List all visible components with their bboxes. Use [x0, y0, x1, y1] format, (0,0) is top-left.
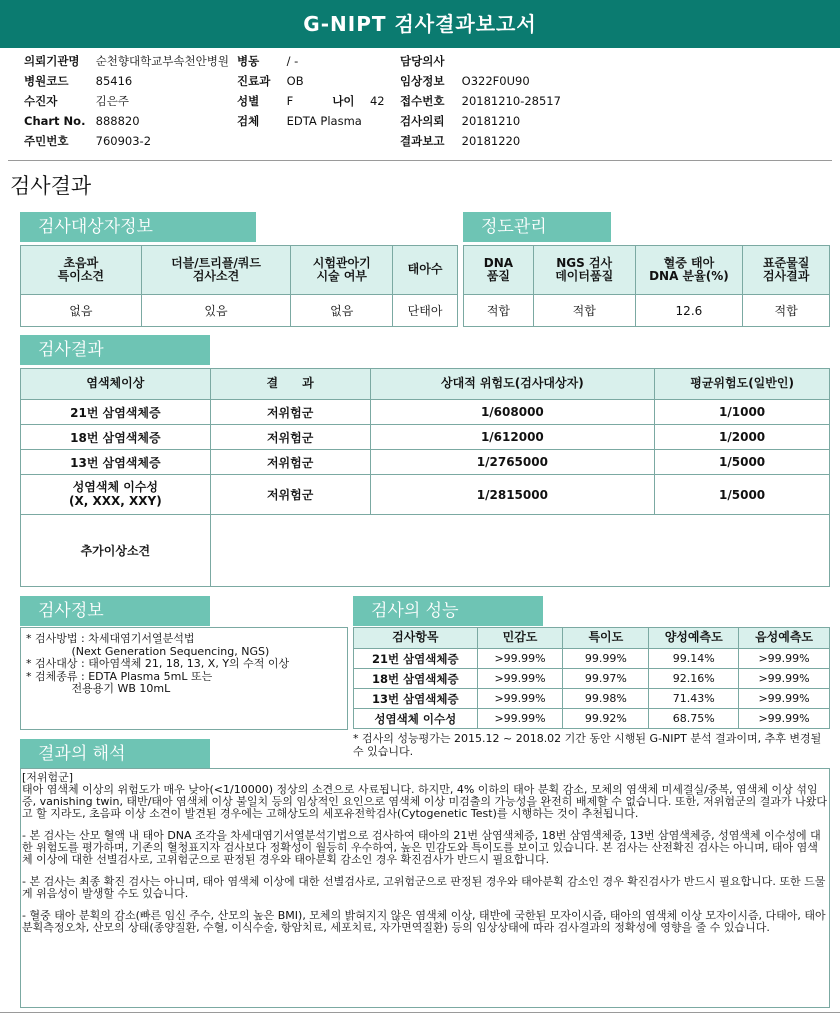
- qc-cell: 12.6: [635, 295, 743, 327]
- patient-row: 수진자 김은주: [24, 94, 129, 108]
- subject-header: 더블/트리플/쿼드 검사소견: [141, 246, 291, 295]
- subject-header: 시험관아기 시술 여부: [291, 246, 393, 295]
- qc-cell: 적합: [533, 295, 635, 327]
- chart-row: Chart No. 888820: [24, 114, 140, 128]
- result-heading: 검사결과: [10, 174, 92, 198]
- perf-header: 특이도: [563, 628, 649, 649]
- perf-header: 민감도: [477, 628, 563, 649]
- results-header: 상대적 위험도(검사대상자): [370, 369, 655, 400]
- interpretation-paragraph: - 본 검사는 산모 혈액 내 태아 DNA 조각을 차세대염기서열분석기법으로 검사하여 태아의 21번 삼염색체증, 18번 삼염색체증, 13번 삼염색체증, 성염색체 이수성에 대한 위험도를 평가하며, 기존의 혈청표지자 검사보다 정확성이 월등히 우수하여, 높은 민감도와 특이도를 보이고 있습니다. 본 검사는 산전확진 검사는 아니며, 태아 염색체 이상에 대한 선별검사로, 고위험군으로 판정된 경우와 태아분획 감소인 경우 확진검사가 반드시 필요합니다.: [22, 829, 821, 866]
- qc-tab: 정도관리: [463, 212, 611, 242]
- qc-header: DNA 품질: [464, 246, 534, 295]
- clinical-value: O322F0U90: [461, 74, 530, 88]
- patient-value: 김은주: [95, 94, 129, 108]
- results-header: 염색체이상: [21, 369, 211, 400]
- subject-table: [20, 245, 458, 327]
- subject-header: 태아수: [393, 246, 458, 295]
- department-value: OB: [286, 74, 304, 88]
- subject-cell: 있음: [141, 295, 291, 327]
- table-row: 18번 삼염색체증 >99.99% 99.97% 92.16% >99.99%: [354, 669, 830, 689]
- test-info-tab: 검사정보: [20, 596, 210, 626]
- sex-value: F: [286, 94, 294, 108]
- subject-cell: 없음: [291, 295, 393, 327]
- table-row: 21번 삼염색체증 >99.99% 99.99% 99.14% >99.99%: [354, 649, 830, 669]
- qc-cell: 적합: [743, 295, 830, 327]
- subject-cell: 없음: [21, 295, 142, 327]
- specimen-value: EDTA Plasma: [286, 114, 362, 128]
- request-value: 20181210: [461, 114, 521, 128]
- subject-header: 초음파 특이소견: [21, 246, 142, 295]
- perf-header: 검사항목: [354, 628, 478, 649]
- table-row: 18번 삼염색체증 저위험군 1/612000 1/2000: [21, 425, 830, 450]
- table-row: 성염색체 이수성 >99.99% 99.92% 68.75% >99.99%: [354, 709, 830, 729]
- qc-header: 혈중 태아 DNA 분율(%): [635, 246, 743, 295]
- interpretation-text: [22, 772, 828, 944]
- performance-tab: 검사의 성능: [353, 596, 543, 626]
- table-row: 21번 삼염색체증 저위험군 1/608000 1/1000: [21, 400, 830, 425]
- ward-value: / -: [286, 54, 299, 68]
- specimen-row: 검체 EDTA Plasma: [237, 114, 362, 128]
- qc-header: 표준물질 검사결과: [743, 246, 830, 295]
- report-date-value: 20181220: [461, 134, 521, 148]
- chart-value: 888820: [95, 114, 140, 128]
- clinical-row: 임상정보 O322F0U90: [400, 74, 530, 88]
- rrn-value: 760903-2: [95, 134, 152, 148]
- doctor-row: 담당의사: [400, 54, 445, 68]
- qc-table: [463, 245, 830, 327]
- extra-findings-label: 추가이상소견: [21, 515, 211, 587]
- subject-tab: 검사대상자정보: [20, 212, 256, 242]
- hospital-code-value: 85416: [95, 74, 133, 88]
- table-row: 13번 삼염색체증 >99.99% 99.98% 71.43% >99.99%: [354, 689, 830, 709]
- subject-cell: 단태아: [393, 295, 458, 327]
- report-title: G-NIPT 검사결과보고서: [0, 0, 840, 48]
- test-info-lines: * 검사방법 : 차세대염기서열분석법 (Next Generation Sequencing, NGS) * 검사대상 : 태아염색체 21, 18, 13, X, Y의 수적 이상 * 검체종류 : EDTA Plasma 5mL 또는 전용용기 WB 10mL: [26, 632, 290, 695]
- interpretation-tab: 결과의 해석: [20, 739, 210, 769]
- age-value: 42: [369, 94, 385, 108]
- department-row: 진료과 OB: [237, 74, 304, 88]
- ward-row: 병동 / -: [237, 54, 299, 68]
- extra-findings-row: [21, 515, 830, 587]
- header-divider: [8, 160, 832, 161]
- table-row: 13번 삼염색체증 저위험군 1/2765000 1/5000: [21, 450, 830, 475]
- results-header: 평균위험도(일반인): [655, 369, 830, 400]
- results-header: 결 과: [210, 369, 370, 400]
- interpretation-paragraph: - 본 검사는 최종 확진 검사는 아니며, 태아 염색체 이상에 대한 선별검사로, 고위험군으로 판정된 경우와 태아분획 감소인 경우 확진검사가 반드시 필요합니다. 또한 드물게 위음성이 발생할 수도 있습니다.: [22, 875, 826, 900]
- perf-header: 양성예측도: [649, 628, 739, 649]
- request-row: 검사의뢰 20181210: [400, 114, 521, 128]
- hospital-code-row: 병원코드 85416: [24, 74, 133, 88]
- sex-row: 성별 F 나이 42: [237, 94, 385, 108]
- perf-header: 음성예측도: [739, 628, 830, 649]
- performance-note: * 검사의 성능평가는 2015.12 ~ 2018.02 기간 동안 시행된 G-NIPT 분석 결과이며, 추후 변경될 수 있습니다.: [353, 732, 822, 758]
- qc-cell: 적합: [464, 295, 534, 327]
- institution-row: 의뢰기관명 순천향대학교부속천안병원: [24, 54, 229, 68]
- interpretation-paragraph: [저위험군] 태아 염색체 이상의 위험도가 매우 낮아(<1/10000) 정상의 소견으로 사료됩니다. 하지만, 4% 이하의 태아 분획 감소, 모체의 염색체 미세결실/중복, 염색체 이상 섞임증, vanishing twin, 태반/태아 염색체 이상 불일치 등의 임상적인 요인으로 염색체 이상 미검출의 가능성을 완전히 배제할 수 없습니다. 또한, 저위험군의 결과가 나왔다고 할 지라도, 초음파 이상 소견이 발견된 경우에는 고해상도의 세포유전학검사(Cytogenetic Test)를 시행하는 것이 추천됩니다.: [22, 771, 828, 820]
- page-bottom-line: [0, 1012, 840, 1013]
- receipt-value: 20181210-28517: [461, 94, 561, 108]
- interpretation-paragraph: - 혈중 태아 분획의 감소(빠른 임신 주수, 산모의 높은 BMI), 모체의 밝혀지지 않은 염색체 이상, 태반에 국한된 모자이시즘, 태아의 염색체 이상 모자이시즘, 다태아, 태아분획측정오차, 산모의 상태(종양질환, 수혈, 이식수술, 항암치료, 세포치료, 자가면역질환) 등의 임상상태에 따라 검사결과의 정확성에 영향을 줄 수 있습니다.: [22, 909, 826, 934]
- qc-header: NGS 검사 데이터품질: [533, 246, 635, 295]
- results-tab: 검사결과: [20, 335, 210, 365]
- extra-findings-value: [210, 515, 829, 587]
- results-table: [20, 368, 830, 587]
- table-row: 성염색체 이수성 (X, XXX, XXY) 저위험군 1/2815000 1/5000: [21, 475, 830, 515]
- receipt-row: 접수번호 20181210-28517: [400, 94, 561, 108]
- report-date-row: 결과보고 20181220: [400, 134, 521, 148]
- institution-value: 순천향대학교부속천안병원: [95, 54, 229, 68]
- rrn-row: 주민번호 760903-2: [24, 134, 152, 148]
- performance-table: [353, 627, 830, 729]
